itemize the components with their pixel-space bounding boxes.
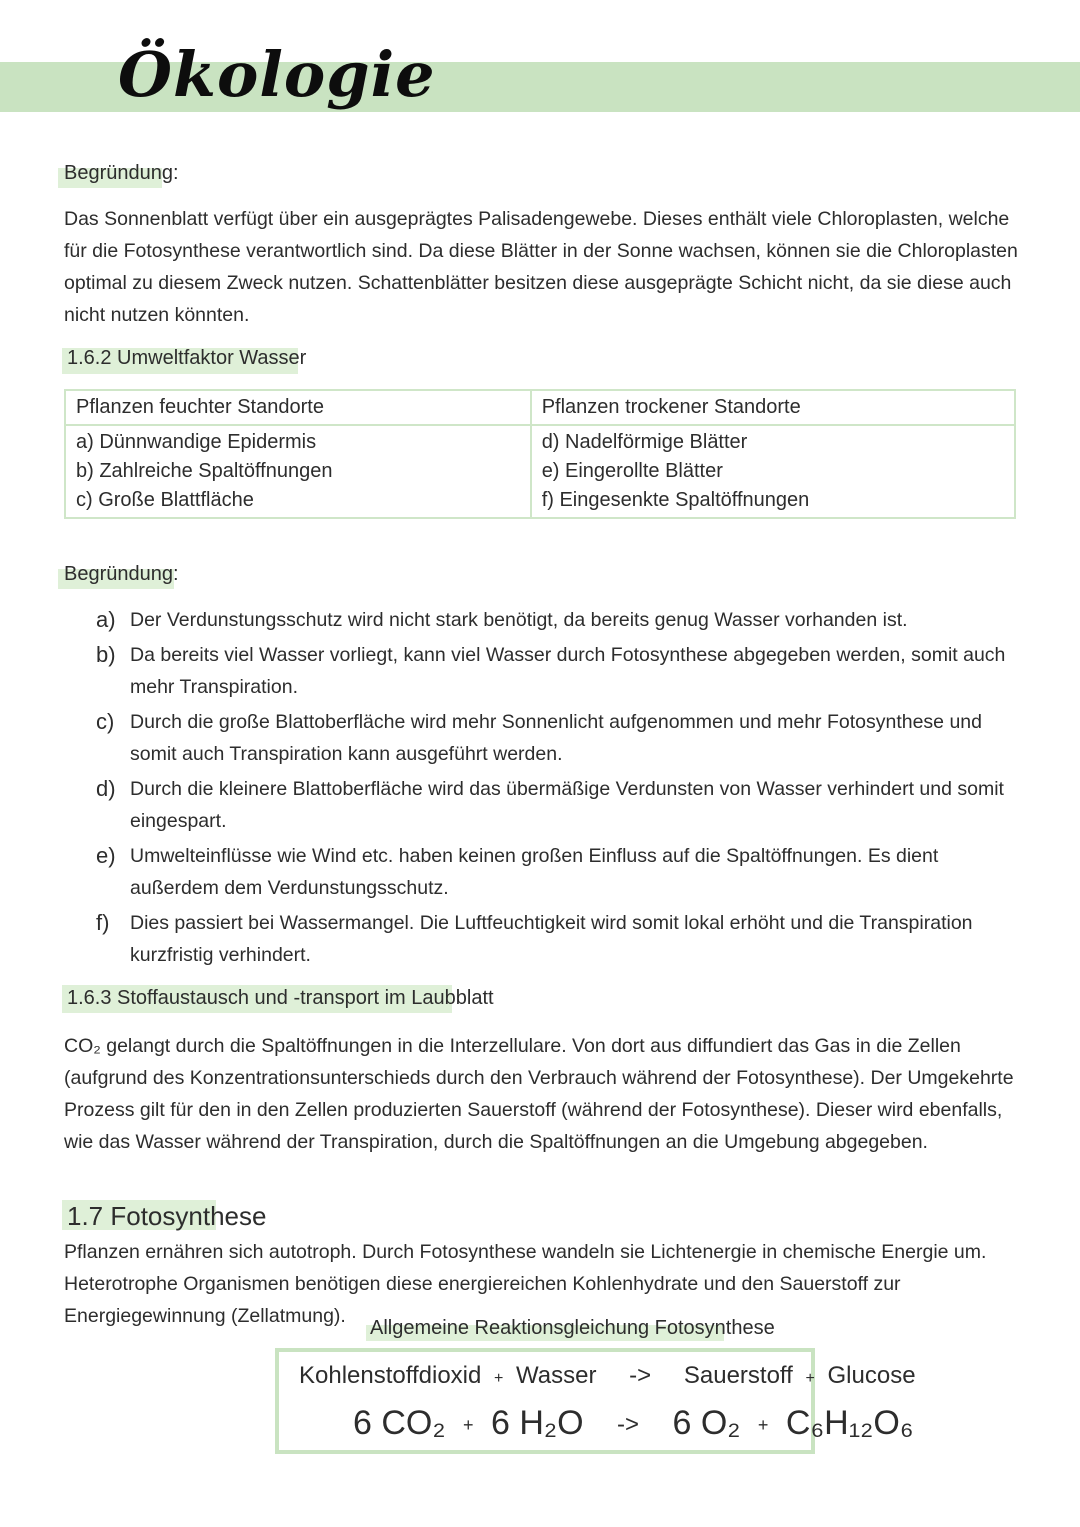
- product-formula: C₆H₁₂O₆: [785, 1404, 914, 1442]
- product-formula: 6 O₂: [672, 1404, 741, 1442]
- table-cell-wet: [65, 425, 531, 518]
- list-letter: a): [96, 607, 116, 632]
- sun-leaf-reasoning: Das Sonnenblatt verfügt über ein ausgeprägtes Palisadengewebe. Dieses enthält viele Chloroplasten, welche für die Fotosynthese verantwortlich sind. Da diese Blätter in der Sonne wachsen, können sie die Chloroplasten optimal zu diesem Zweck nutzen. Schattenblätter besitzen diese ausgeprägte Schicht nicht, da sie diese auch nicht nutzen könnten.: [64, 208, 1018, 326]
- plus-sign: +: [463, 1414, 474, 1435]
- list-letter: b): [96, 642, 116, 667]
- list-item: c) Große Blattfläche: [76, 489, 254, 511]
- reactant-word: Wasser: [516, 1362, 597, 1389]
- reactant-word: Kohlenstoffdioxid: [299, 1362, 482, 1389]
- equation-box: [275, 1348, 916, 1454]
- list-item: f) Eingesenkte Spaltöffnungen: [541, 489, 810, 511]
- reaction-arrow: ->: [617, 1411, 640, 1439]
- formula-equation: [353, 1404, 914, 1443]
- plus-sign: +: [494, 1370, 504, 1387]
- list-letter: c): [96, 709, 115, 734]
- product-word: Glucose: [827, 1362, 916, 1389]
- product-word: Sauerstoff: [683, 1362, 793, 1389]
- page-title: Ökologie: [118, 38, 436, 111]
- section-heading-1-7: 1.7 Fotosynthese: [67, 1201, 267, 1231]
- reactant-formula: 6 CO₂: [353, 1404, 446, 1442]
- table-header-wet: Pflanzen feuchter Standorte: [65, 390, 531, 425]
- list-text: Dies passiert bei Wassermangel. Die Luftfeuchtigkeit wird somit lokal erhöht und die Transpiration kurzfristig verhindert.: [130, 912, 973, 966]
- table-header-dry: Pflanzen trockener Standorte: [531, 390, 1015, 425]
- list-letter: f): [96, 910, 110, 935]
- list-text: Der Verdunstungsschutz wird nicht stark benötigt, da bereits genug Wasser vorhanden ist.: [130, 609, 908, 631]
- table-cell-dry: [531, 425, 1015, 518]
- list-item: e) Eingerollte Blätter: [541, 460, 723, 482]
- table-row: [65, 425, 1015, 518]
- gas-exchange-text: CO₂ gelangt durch die Spaltöffnungen in die Interzellulare. Von dort aus diffundiert das Gas in die Zellen (aufgrund des Konzentrationsunterschieds durch den Verbrauch während der Fotosynthese). Der Umgekehrte Prozess gilt für den in den Zellen produzierten Sauerstoff (während der Fotosynthese). Dieser wird ebenfalls, wie das Wasser während der Transpiration, durch die Spaltöffnungen an die Umgebung abgegeben.: [64, 1035, 1014, 1153]
- list-letter: e): [96, 843, 116, 868]
- list-item: [64, 907, 1014, 971]
- reaction-arrow: ->: [629, 1362, 652, 1389]
- list-item: b) Zahlreiche Spaltöffnungen: [76, 460, 333, 482]
- list-item: [64, 639, 1014, 703]
- list-item: [64, 604, 1014, 636]
- reasoning-label: Begründung:: [64, 563, 179, 585]
- reasoning-list: [64, 604, 1014, 974]
- section-heading-1-6-3: 1.6.3 Stoffaustausch und -transport im Laubblatt: [67, 987, 494, 1009]
- water-adaptation-table: [64, 389, 1016, 519]
- plus-sign: +: [805, 1370, 815, 1387]
- equation-caption: Allgemeine Reaktionsgleichung Fotosynthese: [370, 1317, 775, 1339]
- plus-sign: +: [757, 1414, 769, 1435]
- reasoning-label: Begründung:: [64, 162, 179, 184]
- list-letter: d): [96, 776, 116, 801]
- list-text: Durch die große Blattoberfläche wird mehr Sonnenlicht aufgenommen und mehr Fotosynthese und somit auch Transpiration kann ausgeführt werden.: [130, 711, 982, 765]
- reactant-formula: 6 H₂O: [490, 1404, 584, 1442]
- list-item: a) Dünnwandige Epidermis: [76, 431, 317, 453]
- list-text: Durch die kleinere Blattoberfläche wird das übermäßige Verdunsten von Wasser verhindert und somit eingespart.: [130, 778, 1004, 832]
- table-header-row: [65, 390, 1015, 425]
- list-item: [64, 840, 1014, 904]
- section-heading-1-6-2: 1.6.2 Umweltfaktor Wasser: [67, 347, 307, 369]
- list-item: [64, 773, 1014, 837]
- list-text: Da bereits viel Wasser vorliegt, kann viel Wasser durch Fotosynthese abgegeben werden, somit auch mehr Transpiration.: [130, 644, 1006, 698]
- word-equation: [299, 1362, 916, 1390]
- list-item: [64, 706, 1014, 770]
- list-item: d) Nadelförmige Blätter: [541, 431, 748, 453]
- list-text: Umwelteinflüsse wie Wind etc. haben keinen großen Einfluss auf die Spaltöffnungen. Es dient außerdem dem Verdunstungsschutz.: [130, 845, 939, 899]
- photosynthesis-text: Pflanzen ernähren sich autotroph. Durch Fotosynthese wandeln sie Lichtenergie in chemische Energie um. Heterotrophe Organismen benötigen diese energiereichen Kohlenhydrate und den Sauerstoff zur Energiegewinnung (Zellatmung).: [64, 1241, 987, 1327]
